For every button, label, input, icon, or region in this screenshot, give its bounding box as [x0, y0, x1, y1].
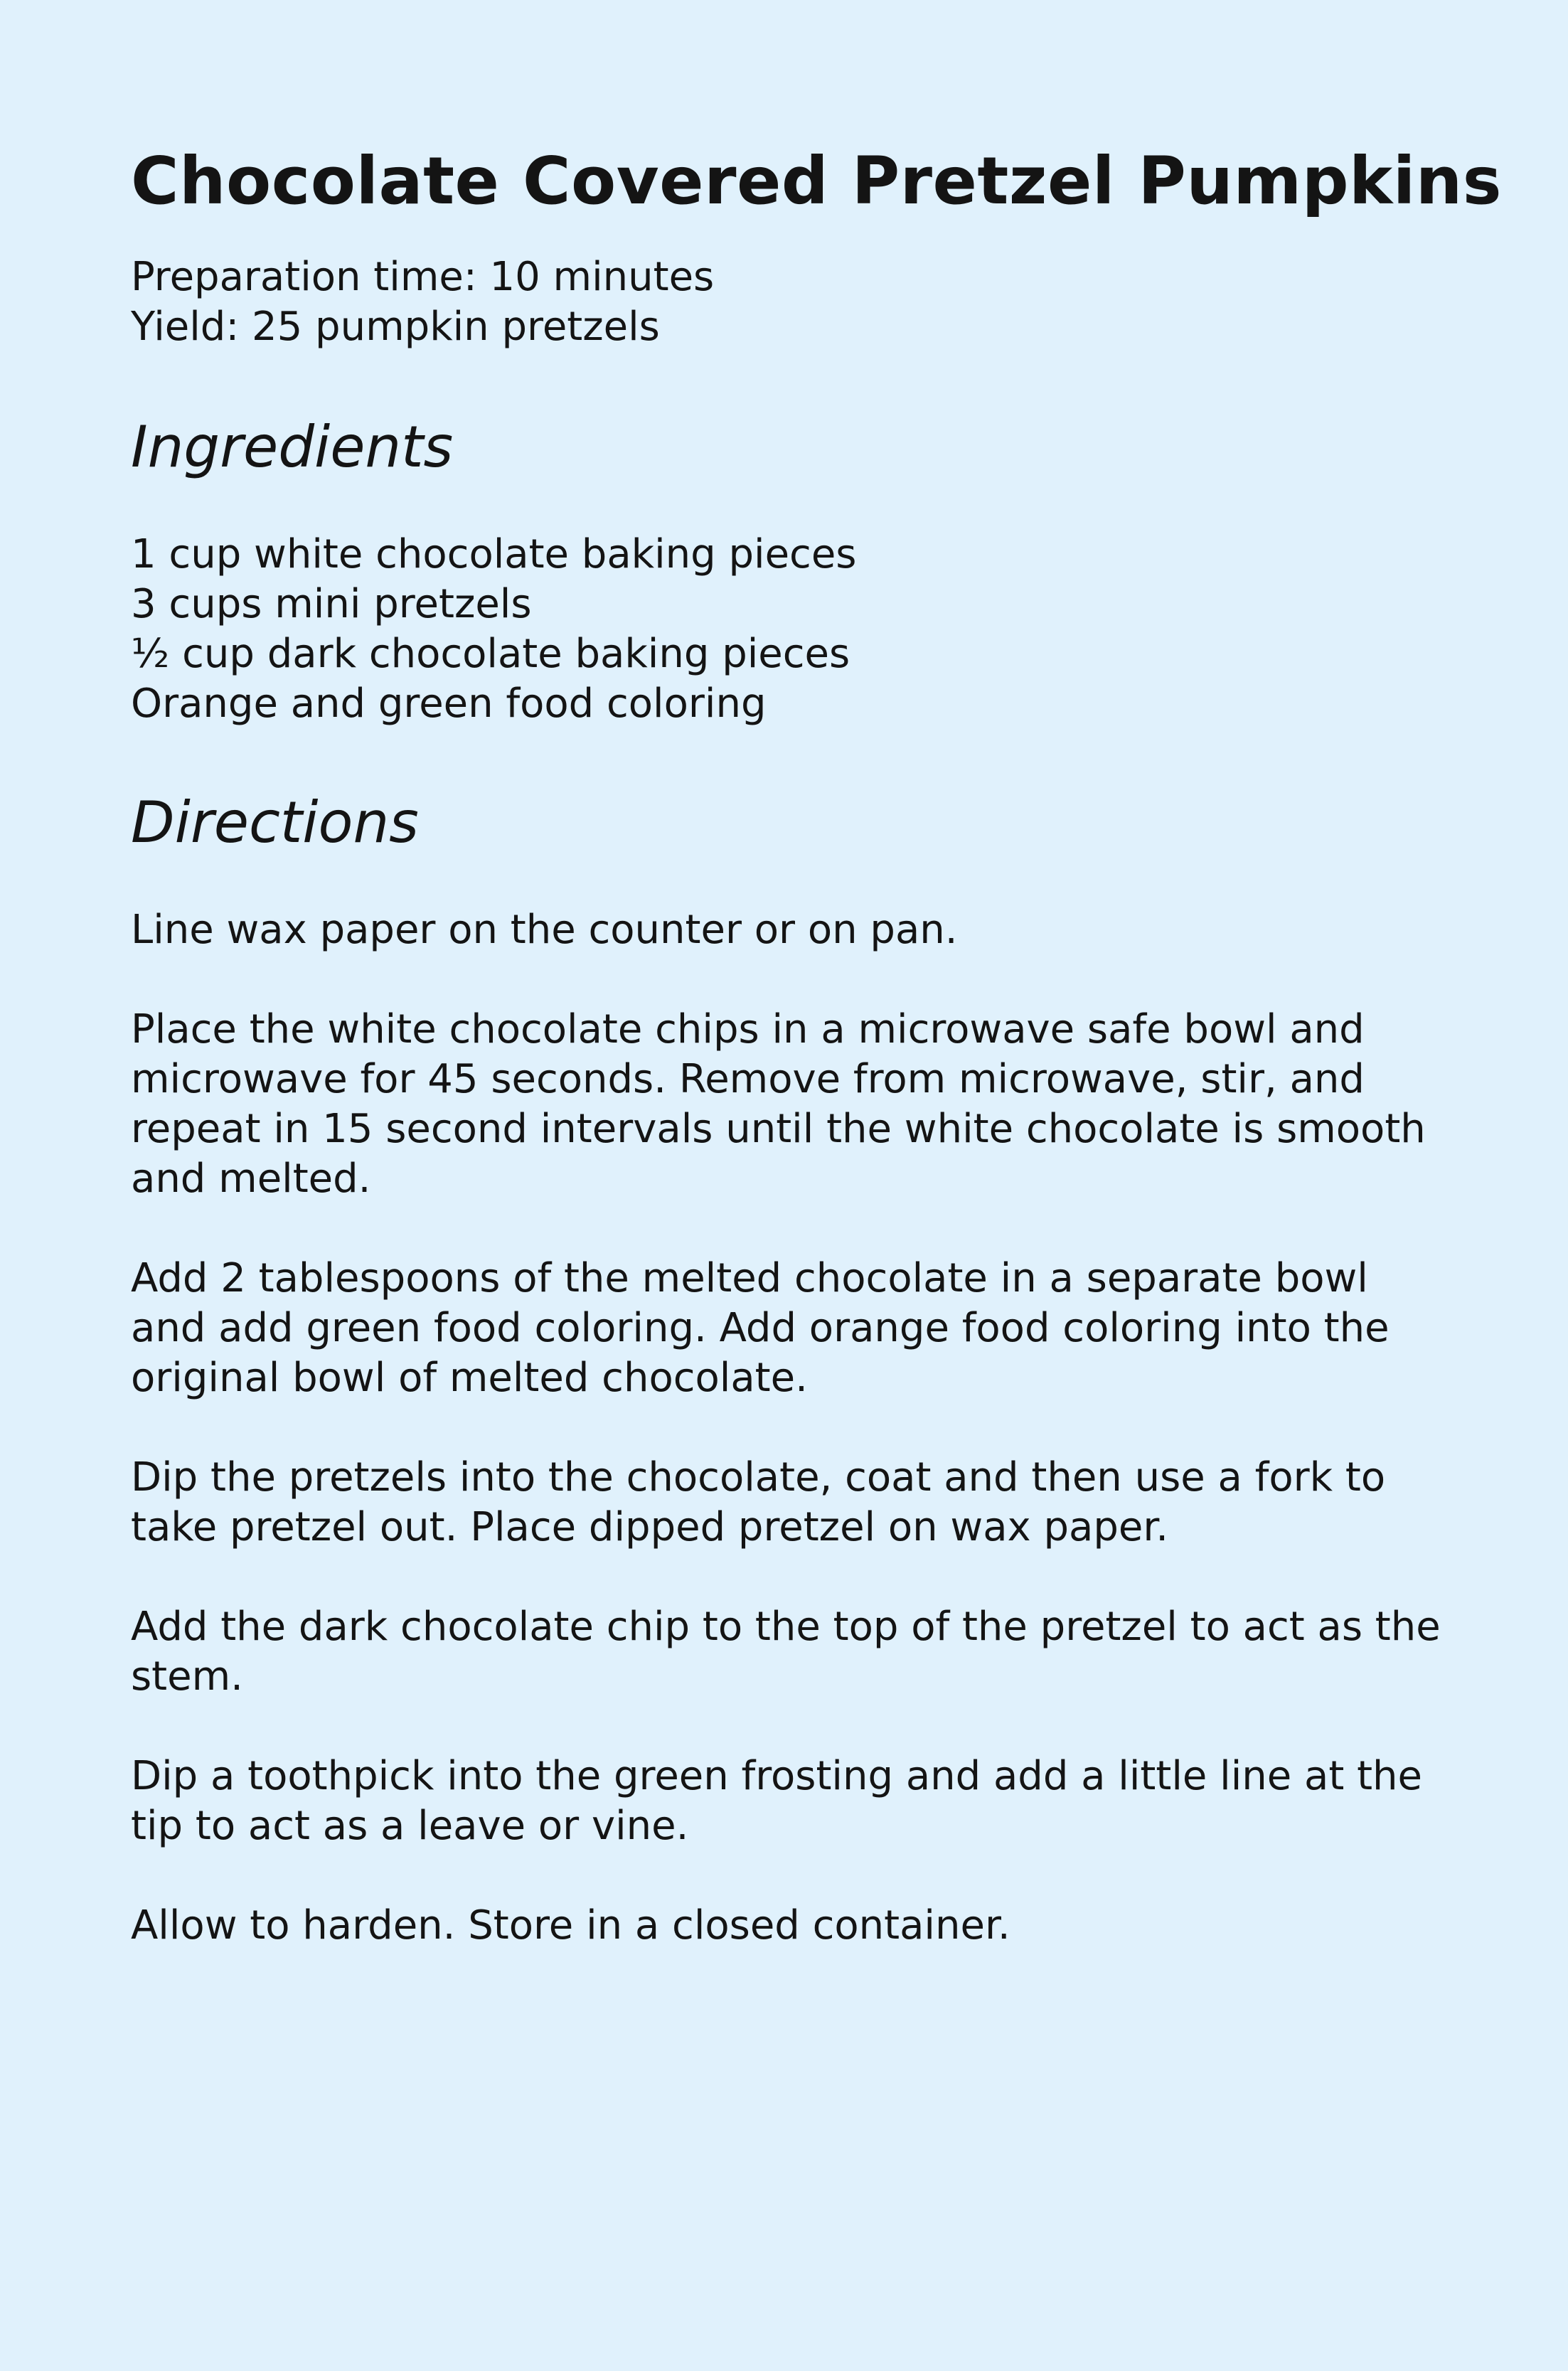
directions-list [131, 905, 1454, 1951]
direction-step: Add 2 tablespoons of the melted chocolate in a separate bowl and add green food coloring. Add orange food coloring into the original bowl of melted chocolate. [131, 1255, 1390, 1401]
ingredients-heading: Ingredients [131, 414, 454, 480]
ingredient-item: 1 cup white chocolate baking pieces [131, 531, 857, 577]
direction-step: Dip a toothpick into the green frosting and add a little line at the tip to act as a leave or vine. [131, 1753, 1422, 1849]
direction-step: Dip the pretzels into the chocolate, coat and then use a fork to take pretzel out. Place dipped pretzel on wax paper. [131, 1454, 1386, 1550]
direction-step: Add the dark chocolate chip to the top of the pretzel to act as the stem. [131, 1604, 1441, 1700]
recipe-meta [131, 252, 1454, 352]
direction-step: Line wax paper on the counter or on pan. [131, 907, 958, 953]
ingredients-list [131, 530, 1454, 729]
ingredient-item: 3 cups mini pretzels [131, 581, 532, 627]
prep-time: Preparation time: 10 minutes [131, 254, 715, 300]
yield: Yield: 25 pumpkin pretzels [131, 304, 660, 350]
ingredient-item: ½ cup dark chocolate baking pieces [131, 631, 850, 677]
recipe-title: Chocolate Covered Pretzel Pumpkins [131, 143, 1503, 219]
ingredient-item: Orange and green food coloring [131, 681, 767, 727]
directions-heading: Directions [131, 789, 419, 856]
direction-step: Place the white chocolate chips in a microwave safe bowl and microwave for 45 seconds. Remove from microwave, stir, and repeat in 15 second intervals until the white chocolate is smooth and melted. [131, 1006, 1426, 1202]
direction-step: Allow to harden. Store in a closed container. [131, 1902, 1010, 1949]
